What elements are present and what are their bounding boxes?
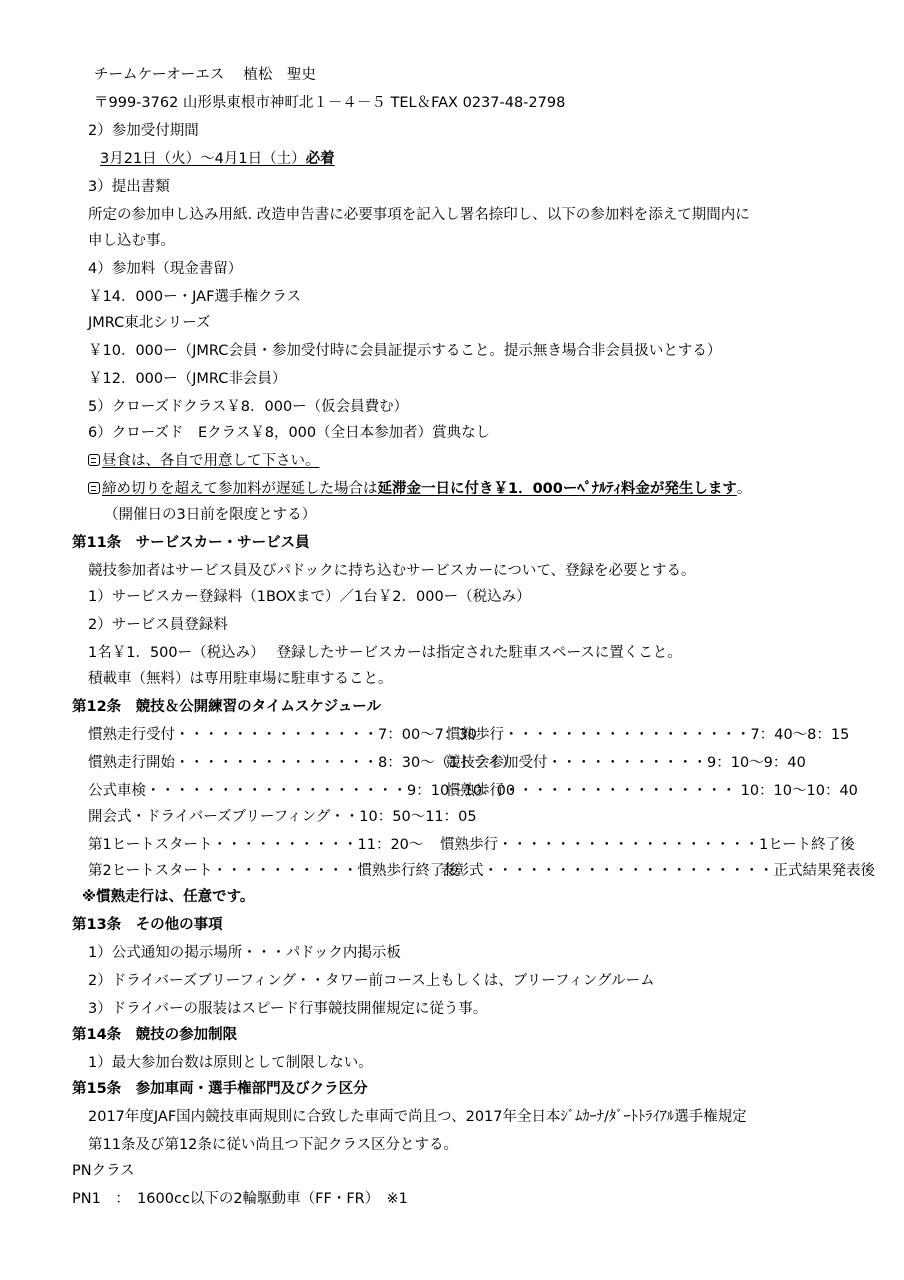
pn-class-heading: PNクラス — [72, 1163, 135, 1179]
pn1-class: PN1 ： 1600cc以下の2輪駆動車（FF・FR） ※1 — [72, 1191, 408, 1207]
article-11-text: 競技参加者はサービス員及びパドックに持ち込むサービスカーについて、登録を必要とする。 — [88, 563, 696, 579]
entry-period-line — [100, 150, 335, 168]
article-13-item-1: 1）公式通知の掲示場所・・・パドック内掲示板 — [88, 945, 401, 961]
note-late-b: 延滞金一日に付き￥1．000ーﾍﾟﾅﾙﾃｨ料金が発生します — [377, 481, 737, 497]
schedule-right: 競技会参加受付・・・・・・・・・・・9：10～9：40 — [446, 755, 806, 771]
schedule-left: 慣熟走行開始・・・・・・・・・・・・・・8：30～（1トライ） — [88, 755, 516, 771]
schedule-right: 慣熟歩行・・・・・・・・・・・・・・・・・・1ヒート終了後 — [440, 837, 855, 853]
article-13-title: 第13条 その他の事項 — [72, 917, 223, 933]
article-15-text-2: 第11条及び第12条に従い尚且つ下記クラス区分とする。 — [88, 1137, 458, 1153]
note-lunch-line — [88, 452, 320, 470]
fee-member: ￥10．000ー（JMRC会員・参加受付時に会員証提示すること。提示無き場合非会員扱いとする） — [88, 343, 722, 359]
schedule-left: 第1ヒートスタート・・・・・・・・・・11：20～ — [88, 837, 424, 853]
article-14-title: 第14条 競技の参加制限 — [72, 1027, 238, 1043]
note-late-a: 締め切りを超えて参加料が遅延した場合は — [102, 481, 378, 497]
article-14-item-1: 1）最大参加台数は原則として制限しない。 — [88, 1055, 373, 1071]
entry-period-must: 必着 — [305, 151, 335, 167]
fee-heading: 4）参加料（現金書留） — [88, 261, 243, 277]
schedule-note: ※慣熟走行は、任意です。 — [82, 889, 255, 905]
schedule-left: 慣熟走行受付・・・・・・・・・・・・・・7：00～7：30 — [88, 727, 477, 743]
note-lunch: 昼食は、各自で用意して下さい。 — [102, 453, 320, 469]
schedule-right: 慣熟歩行・・・・・・・・・・・・・・・・ 10：10～10：40 — [446, 783, 858, 799]
schedule-left: 公式車検・・・・・・・・・・・・・・・・・・9：10～10：00 — [88, 783, 516, 799]
schedule-left: 第2ヒートスタート・・・・・・・・・・慣熟歩行終了後 — [88, 863, 459, 879]
schedule-right: 表彰式・・・・・・・・・・・・・・・・・・・・正式結果発表後 — [440, 863, 875, 879]
loader-parking: 積載車（無料）は専用駐車場に駐車すること。 — [88, 671, 393, 687]
fee-closed-class: 5）クローズドクラス￥8．000ー（仮会員費む） — [88, 399, 409, 415]
schedule-right: 慣熟歩行・・・・・・・・・・・・・・・・・7：40～8：15 — [446, 727, 850, 743]
fee-series: JMRC東北シリーズ — [88, 315, 211, 331]
organizer-address: 〒999-3762 山形県東根市神町北１－４－５ TEL＆FAX 0237-48-2798 — [94, 95, 566, 111]
organizer-name: チームケーオーエス 植松 聖史 — [94, 67, 316, 83]
fee-nonmember: ￥12．000ー（JMRC非会員） — [88, 371, 287, 387]
entry-period-dates: 3月21日（火）～4月1日（土） — [100, 151, 306, 167]
article-15-title: 第15条 参加車両・選手権部門及びクラ区分 — [72, 1081, 368, 1097]
schedule-left: 開会式・ドライバーズブリーフィング・・10：50～11：05 — [88, 809, 477, 825]
article-11-title: 第11条 サービスカー・サービス員 — [72, 535, 310, 551]
documents-text-1: 所定の参加申し込み用紙. 改造申告書に必要事項を記入し署名捺印し、以下の参加料を添えて期間内に — [88, 207, 750, 223]
documents-heading: 3）提出書類 — [88, 179, 170, 195]
entry-period-heading: 2）参加受付期間 — [88, 123, 199, 139]
documents-text-2: 申し込む事。 — [88, 233, 175, 249]
fee-closed-e-class: 6）クローズド Eクラス￥8，000（全日本参加者）賞典なし — [88, 425, 491, 441]
note-late-limit: （開催日の3日前を限度とする） — [104, 507, 317, 523]
article-13-item-2: 2）ドライバーズブリーフィング・・タワー前コース上もしくは、ブリーフィングルーム — [88, 973, 655, 989]
service-car-fee: 1）サービスカー登録料（1BOXまで）／1台￥2．000ー（税込み） — [88, 589, 531, 605]
bell-icon — [88, 454, 100, 466]
article-15-text-1: 2017年度JAF国内競技車両規則に合致した車両で尚且つ、2017年全日本ｼﾞﾑｶｰﾅ/ﾀﾞｰﾄﾄﾗｲｱﾙ選手権規定 — [88, 1109, 747, 1125]
bell-icon — [88, 482, 100, 494]
article-12-title: 第12条 競技＆公開練習のタイムスケジュール — [72, 699, 382, 715]
note-late-line — [88, 480, 751, 498]
note-late-c: 。 — [736, 481, 752, 497]
fee-jaf: ￥14．000ー・JAF選手権クラス — [88, 289, 301, 305]
article-13-item-3: 3）ドライバーの服装はスピード行事競技開催規定に従う事。 — [88, 1001, 488, 1017]
service-staff-heading: 2）サービス員登録料 — [88, 617, 228, 633]
service-staff-fee: 1名￥1．500ー（税込み） 登録したサービスカーは指定された駐車スペースに置くこと。 — [88, 645, 682, 661]
